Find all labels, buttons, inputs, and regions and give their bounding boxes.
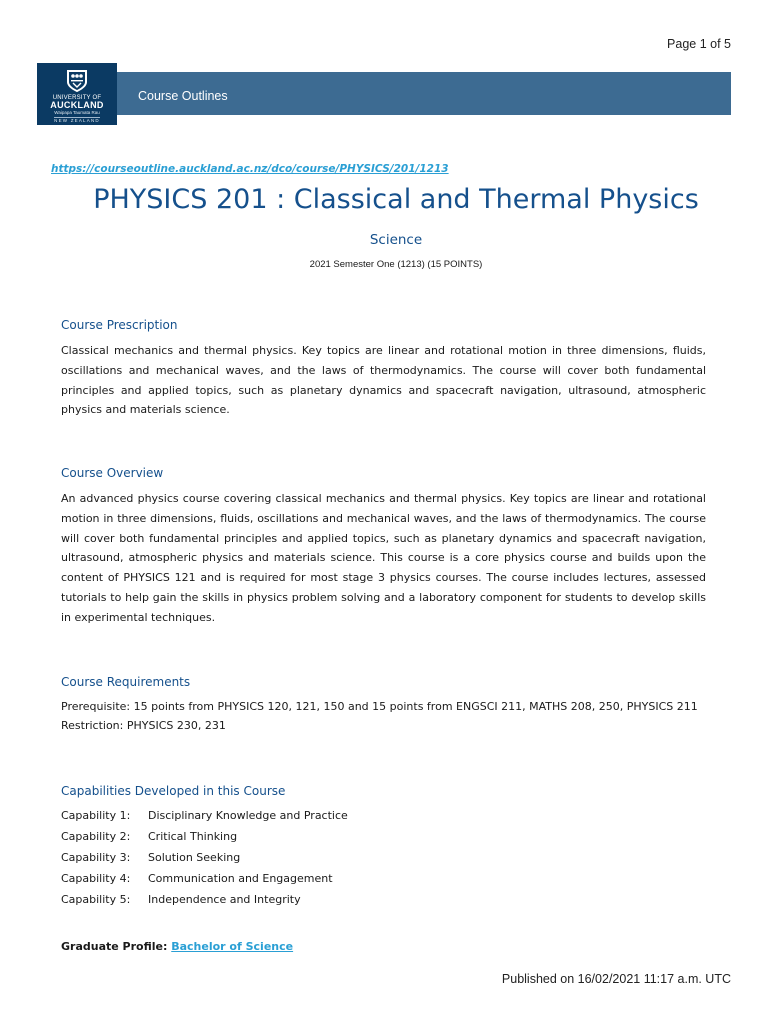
capability-row <box>61 872 333 885</box>
capability-value: Disciplinary Knowledge and Practice <box>148 809 348 822</box>
logo-line-university: UNIVERSITY OF <box>52 95 102 101</box>
semester-info: 2021 Semester One (1213) (15 POINTS) <box>309 259 483 270</box>
overview-heading: Course Overview <box>61 466 164 480</box>
capability-label: Capability 3: <box>61 851 131 864</box>
overview-text: An advanced physics course covering classical mechanics and thermal physics. Key topics are linear and rotational motion in three dimensions, fluids, oscillations and mechanical waves, and the laws of thermodynamics. The course will cover both fundamental principles and applied topics, such as planetary dynamics and spacecraft navigation, ultrasound, atmospheric physics and materials science. This course is a core physics course and builds upon the content of PHYSICS 121 and is required for most stage 3 physics courses. The course includes lectures, assessed tutorials to help gain the skills in physics problem solving and a laboratory component for students to develop skills in experimental techniques. <box>61 492 706 624</box>
capability-value: Independence and Integrity <box>148 893 301 906</box>
capability-value: Critical Thinking <box>148 830 238 843</box>
capabilities-heading: Capabilities Developed in this Course <box>61 784 286 798</box>
capability-label: Capability 4: <box>61 872 131 885</box>
requirements-heading: Course Requirements <box>61 675 191 689</box>
page-indicator: Page 1 of 5 <box>667 37 731 51</box>
published-timestamp: Published on 16/02/2021 11:17 a.m. UTC <box>501 972 731 986</box>
capability-label: Capability 5: <box>61 893 131 906</box>
course-url-link[interactable]: https://courseoutline.auckland.ac.nz/dco/course/PHYSICS/201/1213 <box>51 163 449 175</box>
capability-label: Capability 2: <box>61 830 131 843</box>
capability-label: Capability 1: <box>61 809 131 822</box>
capability-value: Solution Seeking <box>148 851 241 864</box>
crest-icon <box>66 69 88 93</box>
prerequisite-text: Prerequisite: 15 points from PHYSICS 120, 121, 150 and 15 points from ENGSCI 211, MATHS 208, 250, PHYSICS 211 <box>61 700 698 713</box>
banner-title[interactable]: Course Outlines <box>138 89 228 103</box>
prescription-text: Classical mechanics and thermal physics. Key topics are linear and rotational motion in three dimensions, fluids, oscillations and mechanical waves, and the laws of thermodynamics. The course will cover both fundamental principles and applied topics, such as planetary dynamics and spacecraft navigation, ultrasound, atmospheric physics and materials science. <box>61 344 706 417</box>
graduate-profile <box>61 940 293 953</box>
capability-row <box>61 851 240 864</box>
graduate-profile-label: Graduate Profile: <box>61 940 168 953</box>
university-logo[interactable] <box>37 63 117 125</box>
capability-value: Communication and Engagement <box>148 872 333 885</box>
logo-line-nz: NEW ZEALAND <box>54 118 100 123</box>
restriction-text: Restriction: PHYSICS 230, 231 <box>61 719 226 732</box>
prescription-heading: Course Prescription <box>61 318 178 332</box>
capability-row <box>61 893 301 906</box>
bachelor-of-science-link[interactable]: Bachelor of Science <box>171 940 294 953</box>
logo-line-auckland: AUCKLAND <box>50 100 104 110</box>
capability-row <box>61 830 237 843</box>
faculty-name: Science <box>369 232 423 248</box>
logo-line-maori: Waipapa Taumata Rau <box>54 110 100 115</box>
capability-row <box>61 809 348 822</box>
course-title: PHYSICS 201 : Classical and Thermal Physics <box>93 184 699 215</box>
